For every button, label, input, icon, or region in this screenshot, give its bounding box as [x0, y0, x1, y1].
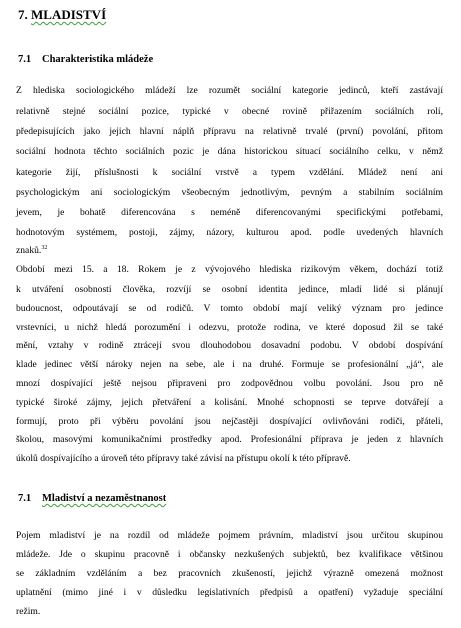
paragraph-line: se základním vzděláním a bez pracovních zkušeností, jejichž výrazně omezená možnost	[16, 568, 443, 579]
paragraph-line: typické široké zájmy, jejich přetváření a kolisání. Mnohé schopnosti se teprve dotvářejí a	[16, 397, 443, 408]
section-title: Charakteristika mládeže	[42, 54, 154, 65]
paragraph-line: režim.	[16, 606, 41, 617]
paragraph-line: uplatnění (mimo jiné i v důsledku legislativních předpisů a opatření) vyžaduje speciální	[16, 587, 443, 598]
paragraph-line: Z hlediska sociologického mládeží lze rozumět sociální kategorie jedinců, kteří zastávají	[16, 85, 443, 96]
section-heading-1	[18, 54, 153, 65]
paragraph-line: školou, masovými komunikačními prostředky apod. Profesionální příprava je jeden z hlavních	[16, 434, 443, 445]
section-heading-2	[18, 493, 166, 504]
paragraph-line: psychologickým ani sociologickým všeobecným jednotlivým, pevným a stabilním sociálním	[16, 187, 443, 198]
paragraph-line: formují, proto při výběru povolání jsou nejčastěji dospívající ovlivňováni rodiči, přáteli,	[16, 416, 443, 427]
paragraph-line: Pojem mladiství je na rozdíl od mládeže pojmem právním, mladiství jsou určitou skupinou	[16, 530, 443, 541]
paragraph-line: mění, vztahy v rodině ztrácejí svou dlouhodobou dosavadní podobu. V období dospívání	[16, 340, 443, 351]
paragraph-line: sociální hodnota těchto sociálních pozic je dána historickou situací sociálního celku, v němž	[16, 146, 443, 157]
footnote-ref: 32	[41, 244, 48, 251]
paragraph-line: mládeže. Jde o skupinu pracovně i občansky nezkušených subjektů, bez kvalifikace většinou	[16, 549, 443, 560]
section-number: 7.1	[18, 54, 32, 65]
section-title: Mladiství a nezaměstnanost	[42, 493, 167, 504]
chapter-title: MLADISTVÍ	[31, 7, 107, 22]
paragraph-line: jevem, je bohatě diferencována s neméně diferencovanými specifickými potřebami,	[16, 207, 443, 218]
paragraph-line: znaků.	[16, 245, 42, 256]
section-number: 7.1	[18, 493, 32, 504]
paragraph-line: předepisujících jako jejich hlavní náplň přípravu na relativně trvalé (první) povolání, přitom	[16, 126, 443, 137]
chapter-heading	[18, 7, 106, 23]
paragraph-line: mnozí dospívající ještě nejsou připraveni pro zodpovědnou volbu povolání. Jsou pro ně	[16, 378, 443, 389]
paragraph-line: hodnotovým systémem, postoji, zájmy, názory, kulturou apod. podle uvedených hlavních	[16, 227, 443, 238]
chapter-number: 7.	[18, 7, 28, 22]
paragraph-line: Období mezi 15. a 18. Rokem je z vývojového hlediska rizikovým věkem, dochází totiž	[16, 264, 443, 275]
paragraph-line: k utváření osobnosti člověka, rozvíjí se osobní identita jedince, mladí lidé si plánují	[16, 284, 443, 295]
paragraph-line: úkolů dospívajícího a úroveň této přípravy také závisí na přístupu okolí k této přípravě.	[16, 453, 351, 464]
paragraph-line: klade jedinec větší nároky nejen na sebe, ale i na druhé. Formuje se profesionální „já“, ale	[16, 359, 443, 370]
paragraph-last-line	[16, 245, 443, 257]
paragraph-line: relativně stejné sociální pozice, typické v obecné rovině přiřazením sociálních rolí,	[16, 106, 443, 117]
paragraph-line: kategorie žijí, příslušnosti k sociální vrstvě a typem vzdělání. Mládež není ani	[16, 167, 443, 178]
paragraph-line: budoucnost, odpoutávají se od rodičů. V tomto období mají veliký význam pro jedince	[16, 303, 443, 314]
paragraph-line: vrstevníci, u nichž hledá porozumění i odezvu, protože rodina, ve které doposud žil se také	[16, 322, 443, 333]
